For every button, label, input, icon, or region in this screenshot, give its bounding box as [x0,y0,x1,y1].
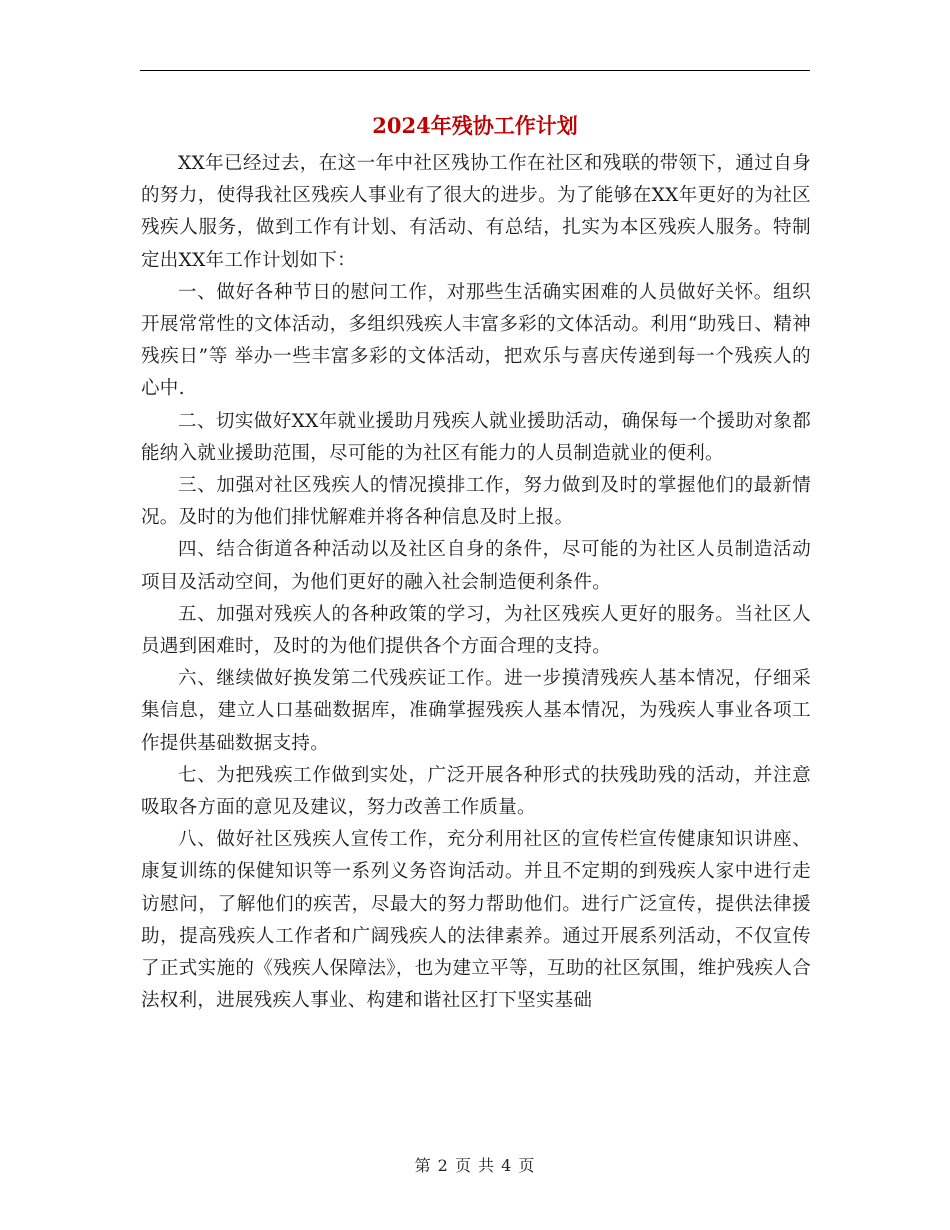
paragraph-item-1: 一、做好各种节日的慰问工作，对那些生活确实困难的人员做好关怀。组织开展常常性的文体活动，多组织残疾人丰富多彩的文体活动。利用“助残日、精神残疾日”等 举办一些丰富多彩的文体活动，把欢乐与喜庆传递到每一个残疾人的心中. [141,281,811,400]
paragraph-intro: XX年已经过去，在这一年中社区残协工作在社区和残联的带领下，通过自身的努力，使得我社区残疾人事业有了很大的进步。为了能够在XX年更好的为社区残疾人服务，做到工作有计划、有活动、有总结，扎实为本区残疾人服务。特制定出XX年工作计划如下： [141,153,811,271]
paragraph-item-2: 二、切实做好XX年就业援助月残疾人就业援助活动，确保每一个援助对象都能纳入就业援助范围，尽可能的为社区有能力的人员制造就业的便利。 [141,410,811,464]
page-number-footer: 第 2 页 共 4 页 [414,1156,536,1175]
paragraph-item-5: 五、加强对残疾人的各种政策的学习，为社区残疾人更好的服务。当社区人员遇到困难时，及时的为他们提供各个方面合理的支持。 [141,603,811,658]
document-body [141,148,811,1017]
paragraph-item-6: 六、继续做好换发第二代残疾证工作。进一步摸清残疾人基本情况，仔细采集信息，建立人口基础数据库，准确掌握残疾人基本情况，为残疾人事业各项工作提供基础数据支持。 [141,668,811,754]
paragraph-item-8: 八、做好社区残疾人宣传工作，充分利用社区的宣传栏宣传健康知识讲座、康复训练的保健知识等一系列义务咨询活动。并且不定期的到残疾人家中进行走访慰问，了解他们的疾苦，尽最大的努力帮助他们。进行广泛宣传，提供法律援助，提高残疾人工作者和广阔残疾人的法律素养。通过开展系列活动，不仅宣传了正式实施的《残疾人保障法》，也为建立平等，互助的社区氛围，维护残疾人合法权利，进展残疾人事业、构建和谐社区打下坚实基础 [141,829,811,1012]
paragraph-item-7: 七、为把残疾工作做到实处，广泛开展各种形式的扶残助残的活动，并注意吸取各方面的意见及建议，努力改善工作质量。 [141,764,811,819]
paragraph-item-3: 三、加强对社区残疾人的情况摸排工作，努力做到及时的掌握他们的最新情况。及时的为他们排忧解难并将各种信息及时上报。 [141,475,811,529]
document-title: 2024年残协工作计划 [372,113,578,138]
header-rule [140,70,810,71]
paragraph-item-4: 四、结合街道各种活动以及社区自身的条件，尽可能的为社区人员制造活动项目及活动空间，为他们更好的融入社会制造便利条件。 [141,539,811,593]
